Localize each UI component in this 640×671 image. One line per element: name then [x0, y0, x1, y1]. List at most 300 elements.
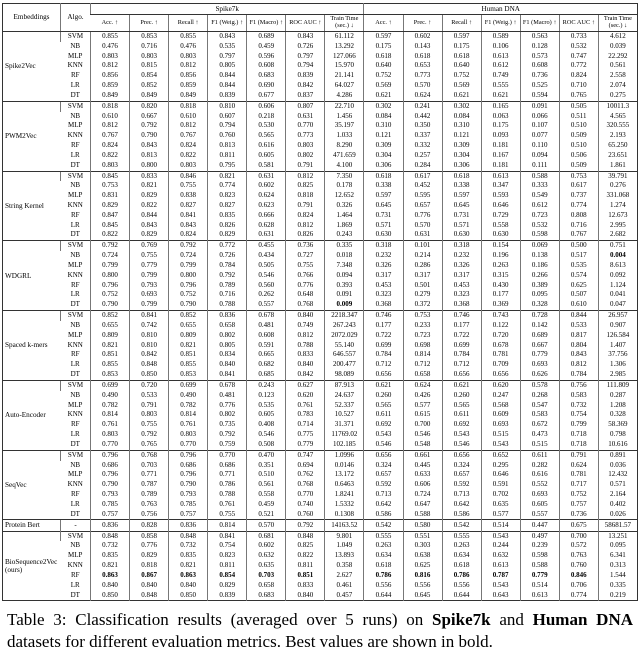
metric-cell: 0.793 [130, 281, 169, 291]
metric-cell: 0.840 [91, 581, 130, 591]
metric-cell: 0.535 [247, 401, 286, 411]
metric-cell: 0.598 [520, 230, 559, 240]
metric-cell: 0.792 [130, 121, 169, 131]
metric-cell: 0.233 [403, 321, 442, 331]
metric-cell: 0.754 [559, 410, 598, 420]
metric-cell: 0.047 [598, 300, 637, 310]
metric-cell: 0.799 [559, 420, 598, 430]
metric-cell: 0.846 [559, 571, 598, 581]
metric-cell: 0.698 [403, 341, 442, 351]
metric-cell: 0.453 [364, 281, 403, 291]
metric-cell: 0.782 [169, 401, 208, 411]
metric-cell: 4.612 [598, 31, 637, 41]
metric-cell: 39.791 [598, 171, 637, 181]
metric-cell: 0.598 [520, 551, 559, 561]
metric-cell: 0.608 [247, 61, 286, 71]
metric-cell: 0.790 [169, 480, 208, 490]
metric-cell: 0.755 [130, 251, 169, 261]
metric-cell: 0.1308 [325, 510, 364, 520]
metric-cell: 0.843 [169, 221, 208, 231]
metric-cell: 0.178 [325, 181, 364, 191]
metric-cell: 0.814 [208, 520, 247, 531]
metric-cell: 0.630 [442, 230, 481, 240]
metric-cell: 0.796 [91, 281, 130, 291]
metric-cell: 0.623 [247, 201, 286, 211]
table-row [3, 401, 638, 411]
metric-cell: 0.843 [130, 221, 169, 231]
metric-cell: 0.094 [520, 151, 559, 161]
metric-cell: 0.759 [208, 440, 247, 450]
metric-cell: 0.812 [286, 171, 325, 181]
metric-cell: 0.848 [91, 531, 130, 541]
metric-cell: 0.656 [364, 370, 403, 380]
metric-cell: 0.786 [364, 571, 403, 581]
metric-cell: 0.627 [286, 380, 325, 390]
metric-cell: 1.861 [598, 161, 637, 171]
metric-cell: 0.829 [130, 551, 169, 561]
metric-cell: 0.279 [403, 290, 442, 300]
table-row [3, 341, 638, 351]
metric-cell: 0.530 [247, 121, 286, 131]
metric-cell: 0.799 [130, 300, 169, 310]
metric-cell: 0.318 [442, 241, 481, 251]
metric-cell: 0.856 [169, 71, 208, 81]
metric-cell: 0.810 [130, 341, 169, 351]
metric-cell: 0.771 [130, 470, 169, 480]
metric-cell: 0.790 [169, 300, 208, 310]
metric-cell: 0.332 [403, 141, 442, 151]
metric-cell: 0.632 [481, 551, 520, 561]
metric-cell: 0.791 [286, 201, 325, 211]
algo-name: RF [70, 71, 80, 80]
metric-cell: 0.624 [247, 191, 286, 201]
metric-cell: 0.788 [208, 490, 247, 500]
algo-name: DT [70, 590, 80, 599]
metric-cell: 0.792 [286, 520, 325, 531]
metric-cell: 0.612 [520, 201, 559, 211]
metric-cell: 1.8241 [325, 490, 364, 500]
metric-cell: 0.328 [598, 410, 637, 420]
algo-name: LR [70, 150, 80, 159]
metric-cell: 0.797 [208, 52, 247, 62]
metric-cell: 0.712 [364, 360, 403, 370]
metric-cell: 0.770 [91, 440, 130, 450]
metric-cell: 0.569 [442, 81, 481, 91]
table-row [3, 181, 638, 191]
metric-cell: 0.095 [598, 541, 637, 551]
metric-cell: 0.621 [364, 380, 403, 390]
header-row-metrics [3, 15, 638, 32]
metric-cell: 0.818 [130, 561, 169, 571]
table-row [3, 581, 638, 591]
metric-header: F1 (Macro) ↑ [247, 15, 286, 32]
metric-cell: 0.445 [403, 461, 442, 471]
metric-cell: 0.686 [91, 461, 130, 471]
metric-cell: 0.763 [130, 500, 169, 510]
metric-cell: 0.616 [520, 470, 559, 480]
metric-cell: 0.655 [169, 321, 208, 331]
metric-cell: 0.505 [247, 261, 286, 271]
metric-cell: 0.728 [520, 311, 559, 321]
metric-cell: 0.633 [403, 470, 442, 480]
metric-cell: 0.618 [364, 52, 403, 62]
metric-cell: 0.630 [364, 230, 403, 240]
metric-cell: 0.476 [169, 42, 208, 52]
metric-cell: 0.731 [442, 211, 481, 221]
metric-cell: 0.768 [130, 450, 169, 460]
metric-cell: 0.631 [247, 171, 286, 181]
metric-cell: 2.193 [598, 131, 637, 141]
metric-cell: 55.140 [325, 341, 364, 351]
metric-cell: 0.760 [286, 510, 325, 520]
metric-cell: 0.260 [364, 391, 403, 401]
metric-cell: 0.784 [208, 261, 247, 271]
metric-cell: 0.814 [91, 410, 130, 420]
table-row [3, 281, 638, 291]
metric-cell: 0.755 [286, 261, 325, 271]
metric-cell: 0.657 [364, 470, 403, 480]
metric-cell: 0.891 [598, 450, 637, 460]
metric-cell: 1.274 [598, 201, 637, 211]
metric-cell: 0.092 [598, 271, 637, 281]
metric-cell: 0.309 [442, 141, 481, 151]
metric-cell: 0.611 [442, 410, 481, 420]
metric-cell: 0.849 [91, 91, 130, 101]
metric-cell: 0.772 [559, 61, 598, 71]
metric-cell: 0.791 [130, 401, 169, 411]
metric-cell: 1.033 [325, 131, 364, 141]
metric-cell: 0.792 [208, 430, 247, 440]
algo-name: LR [70, 430, 80, 439]
metric-cell: 0.822 [91, 151, 130, 161]
metric-cell: 9.801 [325, 531, 364, 541]
metric-cell: 0.470 [247, 450, 286, 460]
table-row [3, 171, 638, 181]
metric-cell: 0.302 [442, 101, 481, 111]
metric-cell: 0.686 [208, 461, 247, 471]
metric-cell: 0.154 [481, 241, 520, 251]
metric-cell: 331.068 [598, 191, 637, 201]
metric-cell: 0.681 [247, 531, 286, 541]
embedding-name: PWM2Vec [3, 101, 61, 171]
metric-cell: 0.787 [130, 480, 169, 490]
metric-cell: 0.826 [286, 230, 325, 240]
metric-cell: 0.821 [91, 341, 130, 351]
metric-cell: 0.828 [130, 520, 169, 531]
table-row [3, 201, 638, 211]
algo-name: KNN [67, 480, 83, 489]
metric-cell: 0.594 [520, 91, 559, 101]
metric-cell: 2.074 [598, 81, 637, 91]
metric-cell: 0.317 [364, 271, 403, 281]
metric-cell: 0.304 [442, 151, 481, 161]
metric-cell: 2.682 [598, 230, 637, 240]
col-header-embeddings: Embeddings [3, 4, 61, 32]
metric-cell: 0.907 [598, 321, 637, 331]
metric-cell: 0.175 [364, 42, 403, 52]
metric-cell: 0.767 [91, 131, 130, 141]
metric-cell: 0.310 [442, 121, 481, 131]
table-row [3, 391, 638, 401]
metric-cell: 0.829 [208, 581, 247, 591]
metric-cell: 0.656 [481, 370, 520, 380]
metric-cell: 0.794 [208, 121, 247, 131]
metric-cell: 0.665 [247, 350, 286, 360]
metric-cell: 0.799 [130, 271, 169, 281]
metric-cell: 0.571 [598, 480, 637, 490]
metric-cell: 15.970 [325, 61, 364, 71]
table-row [3, 360, 638, 370]
metric-cell: 0.836 [91, 520, 130, 531]
metric-cell: 0.570 [403, 221, 442, 231]
metric-cell: 0.580 [403, 520, 442, 531]
metric-cell: 0.565 [364, 401, 403, 411]
metric-cell: 0.822 [130, 201, 169, 211]
metric-cell: 0.805 [208, 61, 247, 71]
metric-cell: 0.767 [169, 131, 208, 141]
metric-cell: 0.757 [91, 510, 130, 520]
metric-cell: 0.835 [91, 551, 130, 561]
metric-cell: 4.565 [598, 112, 637, 122]
metric-cell: 0.509 [559, 161, 598, 171]
metric-cell: 0.565 [442, 401, 481, 411]
metric-cell: 0.796 [169, 281, 208, 291]
metric-cell: 0.473 [520, 430, 559, 440]
metric-cell: 0.232 [442, 251, 481, 261]
table-row [3, 380, 638, 390]
metric-cell: 2.558 [598, 71, 637, 81]
metric-cell: 0.595 [403, 191, 442, 201]
metric-header: Prec. ↑ [403, 15, 442, 32]
metric-header: ROC AUC ↑ [559, 15, 598, 32]
metric-cell: 0.219 [598, 591, 637, 601]
metric-cell: 0.840 [286, 591, 325, 601]
metric-cell: 0.754 [208, 541, 247, 551]
metric-cell: 0.844 [208, 71, 247, 81]
metric-cell: 0.142 [520, 321, 559, 331]
algo-name: DT [70, 300, 80, 309]
metric-cell: 0.263 [442, 541, 481, 551]
metric-cell: 0.699 [442, 341, 481, 351]
algo-name: MLP [68, 121, 83, 130]
metric-cell: 0.631 [403, 230, 442, 240]
metric-cell: 0.702 [481, 490, 520, 500]
metric-cell: 0.788 [286, 341, 325, 351]
metric-cell: 0.275 [598, 91, 637, 101]
table-row [3, 561, 638, 571]
metric-cell: 0.318 [364, 241, 403, 251]
metric-cell: 0.771 [208, 470, 247, 480]
metric-cell: 0.822 [169, 151, 208, 161]
algo-name: NB [70, 111, 81, 120]
table-row [3, 141, 638, 151]
metric-header: Acc. ↑ [91, 15, 130, 32]
metric-cell: 0.306 [364, 161, 403, 171]
metric-cell: 0.798 [598, 430, 637, 440]
metric-cell: 0.143 [403, 42, 442, 52]
metric-cell: 0.368 [364, 300, 403, 310]
metric-cell: 0.041 [598, 290, 637, 300]
table-row [3, 480, 638, 490]
metric-cell: 0.791 [286, 161, 325, 171]
metric-cell: 0.602 [403, 31, 442, 41]
metric-cell: 0.844 [208, 81, 247, 91]
table-row [3, 450, 638, 460]
metric-cell: 52.337 [325, 401, 364, 411]
metric-cell: 0.713 [442, 490, 481, 500]
table-row [3, 410, 638, 420]
metric-cell: 0.843 [559, 350, 598, 360]
metric-cell: 0.803 [286, 141, 325, 151]
metric-cell: 0.792 [91, 241, 130, 251]
algo-name: RF [70, 420, 80, 429]
metric-cell: 0.821 [91, 561, 130, 571]
dataset-group-header: Human DNA [364, 4, 638, 15]
metric-cell: 0.854 [208, 571, 247, 581]
metric-cell: 0.581 [247, 161, 286, 171]
metric-cell: 0.699 [169, 380, 208, 390]
metric-cell: 0.736 [559, 510, 598, 520]
metric-cell: 0.752 [559, 490, 598, 500]
metric-cell: 0.282 [520, 461, 559, 471]
metric-cell: 0.372 [403, 300, 442, 310]
metric-cell: 0.645 [442, 201, 481, 211]
metric-cell: 0.039 [598, 42, 637, 52]
metric-cell: 0.618 [403, 52, 442, 62]
caption-bold-text: Spike7k [431, 610, 491, 630]
algo-name: DT [70, 90, 80, 99]
metric-cell: 0.844 [130, 211, 169, 221]
metric-cell: 0.761 [169, 420, 208, 430]
metric-cell: 0.825 [286, 541, 325, 551]
metric-cell: 0.682 [247, 360, 286, 370]
metric-cell: 0.811 [208, 561, 247, 571]
metric-cell: 0.753 [403, 311, 442, 321]
metric-cell: 0.069 [520, 241, 559, 251]
metric-cell: 0.302 [364, 101, 403, 111]
metric-cell: 0.779 [520, 350, 559, 360]
metric-cell: 0.742 [130, 321, 169, 331]
metric-header: Train Time (sec.) ↓ [598, 15, 637, 32]
metric-cell: 0.181 [481, 161, 520, 171]
metric-cell: 0.605 [520, 500, 559, 510]
metric-cell: 0.755 [130, 420, 169, 430]
metric-cell: 0.812 [286, 221, 325, 231]
table-row [3, 61, 638, 71]
metric-cell: 0.805 [208, 341, 247, 351]
metric-cell: 0.621 [442, 91, 481, 101]
metric-cell: 2.995 [598, 221, 637, 231]
metric-cell: 0.597 [442, 191, 481, 201]
table-row [3, 42, 638, 52]
metric-cell: 0.638 [403, 551, 442, 561]
metric-cell: 0.712 [403, 360, 442, 370]
metric-cell: 0.692 [442, 420, 481, 430]
metric-cell: 2.985 [598, 370, 637, 380]
metric-cell: 0.304 [364, 151, 403, 161]
metric-cell: 0.175 [442, 42, 481, 52]
metric-cell: 0.592 [442, 480, 481, 490]
metric-cell: 0.656 [364, 450, 403, 460]
metric-cell: 0.606 [403, 480, 442, 490]
metric-cell: 0.837 [286, 91, 325, 101]
embedding-name: WDGRL [3, 241, 61, 311]
table-row [3, 500, 638, 510]
algo-name: SVM [61, 380, 91, 390]
metric-cell: 0.793 [169, 490, 208, 500]
algo-name: RF [70, 141, 80, 150]
metric-cell: 11769.02 [325, 430, 364, 440]
metric-cell: 0.589 [481, 31, 520, 41]
metric-cell: 0.303 [403, 541, 442, 551]
algo-name: SVM [61, 101, 91, 111]
metric-cell: 0.843 [286, 31, 325, 41]
metric-cell: 0.812 [559, 360, 598, 370]
metric-cell: 0.841 [208, 370, 247, 380]
metric-cell: 0.685 [247, 370, 286, 380]
metric-cell: 0.621 [481, 91, 520, 101]
metric-cell: 0.843 [130, 141, 169, 151]
metric-cell: 1.869 [325, 221, 364, 231]
metric-cell: 0.851 [91, 350, 130, 360]
metric-cell: 1.0996 [325, 450, 364, 460]
metric-cell: 0.818 [286, 191, 325, 201]
metric-cell: 0.658 [247, 581, 286, 591]
algo-name: KNN [67, 270, 83, 279]
metric-cell: 0.808 [559, 211, 598, 221]
metric-cell: 0.775 [286, 430, 325, 440]
table-row [3, 271, 638, 281]
algo-name: SVM [61, 531, 91, 541]
metric-header: Recall ↑ [442, 15, 481, 32]
metric-cell: 0.653 [403, 61, 442, 71]
metric-cell: 0.634 [364, 551, 403, 561]
metric-cell: 0.712 [442, 360, 481, 370]
table-row [3, 221, 638, 231]
metric-cell: 0.402 [598, 500, 637, 510]
table-header [3, 4, 638, 32]
algo-name: MLP [68, 191, 83, 200]
metric-cell: 0.613 [481, 561, 520, 571]
metric-cell: 0.786 [442, 571, 481, 581]
metric-cell: 0.776 [286, 281, 325, 291]
metric-cell: 0.442 [403, 112, 442, 122]
metric-cell: 12.432 [598, 470, 637, 480]
metric-cell: 0.645 [403, 591, 442, 601]
metric-cell: 0.497 [520, 531, 559, 541]
metric-cell: 0.822 [91, 230, 130, 240]
metric-cell: 0.239 [520, 541, 559, 551]
metric-cell: 0.630 [481, 230, 520, 240]
metric-cell: 0.661 [403, 450, 442, 460]
metric-cell: 0.821 [169, 561, 208, 571]
metric-cell: 0.824 [169, 141, 208, 151]
metric-cell: 0.781 [559, 470, 598, 480]
metric-cell: 0.810 [130, 331, 169, 341]
metric-cell: 0.802 [208, 410, 247, 420]
metric-cell: 0.658 [208, 321, 247, 331]
metric-cell: 0.508 [247, 440, 286, 450]
metric-cell: 0.776 [130, 541, 169, 551]
metric-cell: 0.784 [364, 350, 403, 360]
table-row [3, 71, 638, 81]
metric-cell: 0.597 [364, 191, 403, 201]
metric-cell: 0.804 [559, 341, 598, 351]
table-row [3, 101, 638, 111]
algo-name: NB [70, 41, 81, 50]
metric-cell: 0.722 [364, 331, 403, 341]
metric-cell: 0.841 [169, 211, 208, 221]
